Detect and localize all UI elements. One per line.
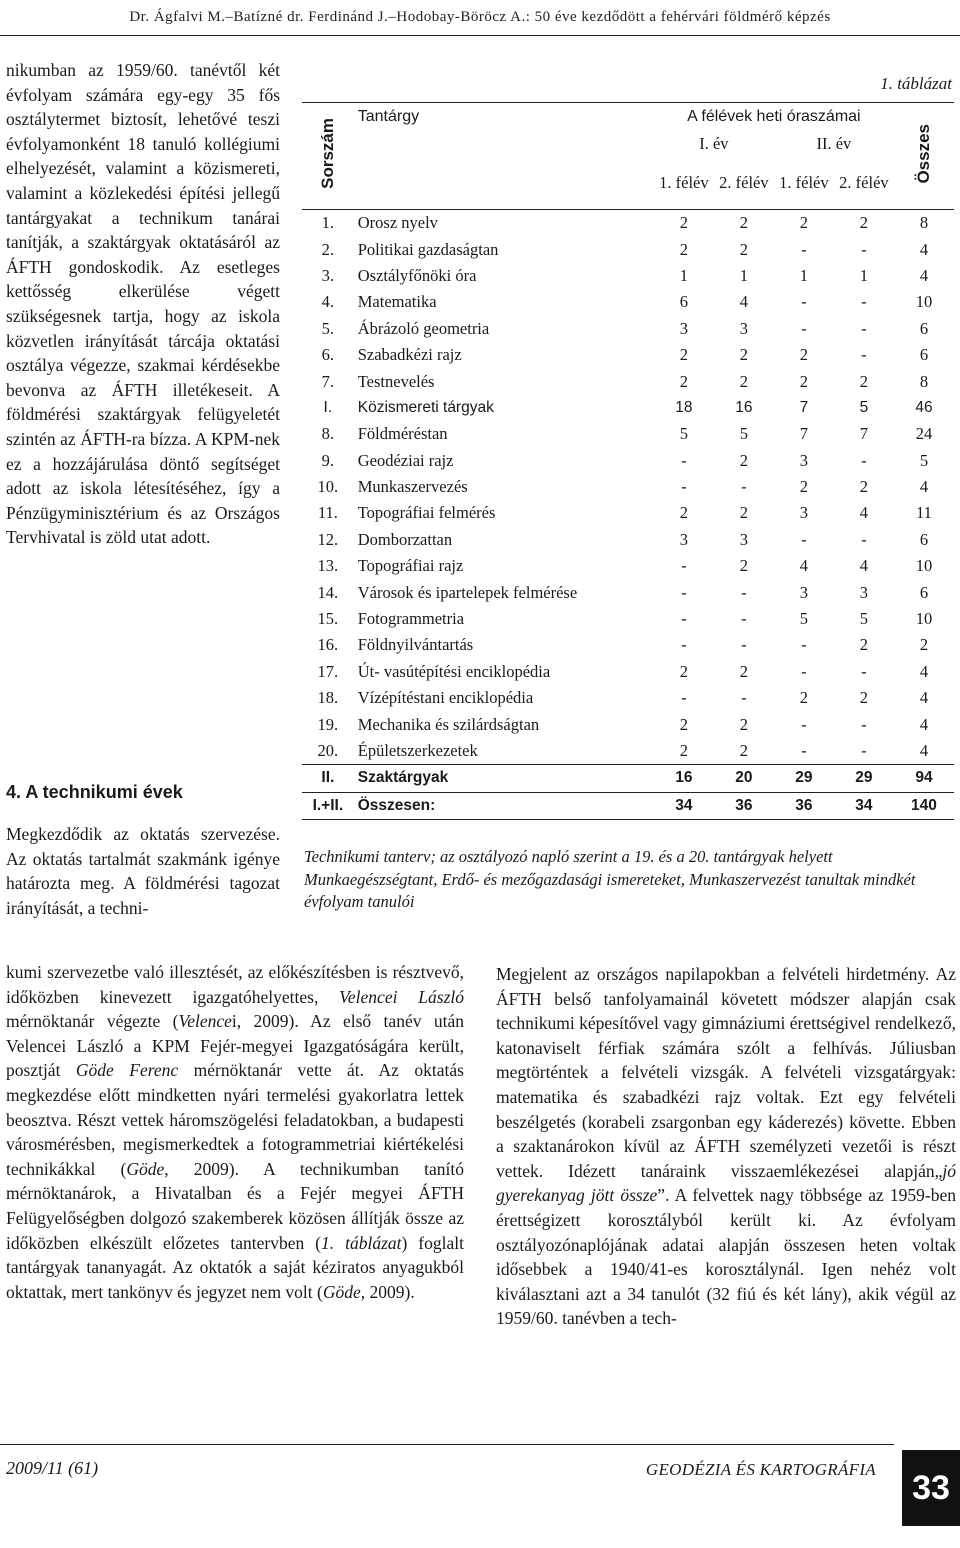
row-number: 7.: [321, 371, 335, 391]
semester-hours: 34: [855, 796, 873, 814]
footer-rule: [0, 1444, 894, 1445]
text-run: mérnöktanár végezte (: [6, 1011, 179, 1032]
semester-hours: -: [741, 609, 747, 629]
text-run: , 2009).: [360, 1281, 415, 1302]
text-run: mérnöktanár vette át. Az oktatás megkezdése előtt mindketten nyári termelési gyakorlatra lettek beosztva. Részt vettek háromszögelési feladatokban, a budapesti városmérésben, megismerkedtek a fotogrammetriai kiértékelési technikákkal (: [6, 1060, 464, 1179]
subject-name: Osztályfőnöki óra: [357, 265, 477, 285]
semester-hours: -: [741, 635, 747, 655]
semester-hours: 2: [739, 371, 748, 391]
table-reference: 1. táblázat: [321, 1232, 402, 1253]
text-run: ”. A felvettek nagy többsége az 1959-ben érettségizett korosztályból került ki. Az évfolyam osztályozónaplójának adatai alapján összesen heten voltak idősebbek a 1940/41-es korosztálynál. Igen nehéz volt kiválasztani azt a 34 tanulót (32 fiú és két lány), akik végül az 1959/60. tanévben a tech-: [496, 1185, 956, 1329]
semester-hours: 5: [739, 424, 748, 444]
semester-hours: -: [681, 556, 687, 576]
page-number: 33: [902, 1450, 960, 1526]
semester-hours: -: [681, 688, 687, 708]
text-run: Megjelent az országos napilapokban a felvételi hirdetmény. Az ÁFTH belső tanfolyamainál követett módszer alapján csak technikumi képesítővel vagy gimnáziumi érettségivel rendelkező, katonaviselt férfiak számára szólt a felhívás. Júliusban megtörténtek a felvételi vizsgák. A felvételi vizsgatárgyak: matematika és szabadkézi rajz voltak. Ezt egy felvételi beszélgetés (korabeli zsargonban egy káderezés) követte. Ebben a szaktanárokon kívül az ÁFTH személyzeti vezetői is részt vettek. Idézett tanáraink visszaemlékezései alapján„: [496, 964, 956, 1181]
table-row: [302, 316, 954, 342]
table-row: [302, 685, 954, 711]
table-caption: Technikumi tanterv; az osztályozó napló szerint a 19. és a 20. tantárgyak helyett Munkaegészségtant, Erdő- és mezőgazdasági ismereteket, Munkaszervezést tanultak mindkét évfolyam tanulói: [304, 847, 916, 911]
row-number: 9.: [321, 450, 335, 470]
semester-hours: -: [801, 714, 807, 734]
semester-hours: -: [741, 582, 747, 602]
row-number: 1.: [321, 213, 335, 233]
semester-hours: 2: [799, 688, 809, 708]
semester-hours: 36: [735, 796, 753, 814]
total-hours: 11: [916, 503, 932, 523]
semester-hours: 5: [859, 609, 869, 629]
semester-hours: 2: [679, 714, 688, 734]
table-row: [302, 579, 954, 605]
semester-hours: 3: [799, 503, 809, 523]
table-row: [302, 263, 954, 289]
semester-hours: -: [861, 450, 867, 470]
row-number: 10.: [317, 477, 339, 497]
running-header: Dr. Ágfalvi M.–Batízné dr. Ferdinánd J.–Hodobay-Böröcz A.: 50 éve kezdődött a fehérvári földmérő képzés: [129, 9, 831, 25]
semester-hours: 2: [799, 371, 809, 391]
curriculum-table: [302, 102, 954, 820]
subject-name: Városok és ipartelepek felmérése: [357, 582, 578, 602]
semester-hours: 29: [795, 769, 813, 787]
semester-hours: 2: [859, 213, 869, 233]
semester-hours: 1: [739, 265, 748, 285]
total-hours: 8: [919, 213, 929, 233]
ev1-header: I. év: [699, 133, 729, 153]
semester-hours: 5: [859, 398, 869, 416]
semester-hours: 5: [799, 609, 809, 629]
semester-hours: -: [801, 239, 807, 259]
text-run: ) foglalt tantárgyak tananyagát. Az oktatók a saját kéziratos anyagukból oktattak, mert tankönyv és jegyzet nem volt (: [6, 1232, 464, 1302]
osszes-header: Összes: [894, 103, 954, 210]
semester-hours: 1: [679, 265, 688, 285]
left-column-text: nikumban az 1959/60. tanévtől két évfolyam számára egy-egy 35 fős osztálytermet biztosít, lehetővé teszi évfolyamonként 18 tanuló kollégiumi elhelyezését, valamint a közismereti, valamint a közlekedési építési jellegű tantárgyakat a technikum tanárai tanítják, a szaktárgyak oktatásáról az ÁFTH gondoskodik. Az esetleges kettősség elkerülése végett szükségesnek tartja, hogy az iskola közvetlen irányítását tárcája oktatási osztálya végezze, szakmai kérdésekbe bevonva az ÁFTH illetékeseit. A földmérési szaktárgyak felügyeletét szintén az ÁFTH-ra bízza. A KPM-nek ez a hozzájárulása döntő segítséget adott az iskola létesítéséhez, így a Pénzügyminisztérium és az Országos Tervhivatal is zöld utat adott.: [6, 60, 280, 548]
semester-hours: -: [681, 582, 687, 602]
person-name: Göde Ferenc: [75, 1060, 179, 1081]
semester-hours: -: [801, 635, 807, 655]
semester-hours: 3: [739, 529, 748, 549]
table-row: [302, 368, 954, 394]
semester-hours: 3: [799, 450, 809, 470]
semester-hours: 20: [735, 769, 753, 787]
table-row: [302, 395, 954, 421]
subject-name: Politikai gazdaságtan: [357, 239, 499, 259]
subject-name: Matematika: [357, 292, 437, 312]
semester-hours: -: [861, 239, 867, 259]
row-number: 11.: [317, 503, 338, 523]
total-hours: 10: [915, 609, 933, 629]
person-name: Velencei László: [339, 986, 464, 1007]
semester-hours: 18: [675, 398, 693, 416]
total-hours: 140: [911, 796, 937, 814]
semester-hours: 2: [679, 371, 688, 391]
semester-hours: 2: [859, 371, 869, 391]
subject-name: Földméréstan: [357, 424, 448, 444]
total-hours: 6: [919, 582, 929, 602]
semester-hours: -: [801, 292, 807, 312]
subject-name: Épületszerkezetek: [357, 741, 478, 760]
table-label: 1. táblázat: [880, 74, 952, 93]
text-run: , 2009). A technikumban tanító mérnöktanárok, a Hivatalban és a Fejér megyei ÁFTH Felügyelőségben dolgozó szakemberek közösen állítják össze az időközben elkészült előzetes tantervben (: [6, 1158, 465, 1253]
subject-name: Szaktárgyak: [357, 769, 449, 787]
semester-hours: 2: [679, 345, 688, 365]
total-hours: 10: [915, 556, 933, 576]
semester-hours: -: [741, 688, 747, 708]
semester-hours: 4: [799, 556, 809, 576]
row-number: 6.: [321, 345, 335, 365]
semester-hours: -: [801, 529, 807, 549]
total-hours: 24: [915, 424, 933, 444]
row-number: 17.: [317, 661, 339, 681]
semester-hours: 2: [739, 556, 748, 576]
felev-header: 1. félév: [659, 173, 709, 193]
semester-hours: 3: [679, 529, 688, 549]
table-row: [302, 421, 954, 447]
quote: jó gyerekanyag jött össze: [496, 1160, 956, 1206]
table-row: [302, 500, 954, 526]
journal-name: GEODÉZIA ÉS KARTOGRÁFIA: [645, 1460, 876, 1479]
subject-name: Munkaszervezés: [357, 477, 468, 497]
semester-hours: -: [681, 635, 687, 655]
subject-name: Topográfiai rajz: [357, 556, 464, 576]
semester-hours: -: [861, 661, 867, 681]
total-hours: 2: [919, 635, 929, 655]
total-hours: 4: [919, 661, 929, 681]
subject-name: Közismereti tárgyak: [357, 398, 494, 416]
semester-hours: 3: [859, 582, 869, 602]
semester-hours: 2: [739, 503, 748, 523]
subject-name: Testnevelés: [357, 371, 435, 391]
bottom-left-text: [6, 960, 464, 1304]
total-hours: 10: [915, 292, 933, 312]
text-run: kumi szervezetbe való illesztését, az előkészítésben is résztvevő, időközben kinevezett igazgatóhelyettes,: [6, 962, 464, 1007]
semester-hours: -: [681, 609, 687, 629]
semester-hours: 2: [739, 661, 748, 681]
row-number: 14.: [317, 582, 339, 602]
issue-number: 2009/11 (61): [6, 1458, 99, 1478]
row-number: 4.: [321, 292, 335, 312]
total-hours: 4: [919, 239, 929, 259]
table-row: [302, 342, 954, 368]
semester-hours: 5: [679, 424, 688, 444]
row-number: 2.: [321, 239, 335, 259]
table-row: [302, 659, 954, 685]
felev-header: 2. félév: [839, 173, 889, 193]
semester-hours: 2: [799, 477, 809, 497]
table-row: [302, 792, 954, 819]
semester-hours: -: [801, 661, 807, 681]
semester-hours: -: [741, 477, 747, 497]
semester-hours: 4: [859, 556, 869, 576]
subject-name: Összesen:: [357, 796, 436, 814]
semester-hours: -: [861, 345, 867, 365]
row-number: II.: [321, 769, 335, 787]
semester-hours: 29: [855, 769, 873, 787]
subject-name: Földnyilvántartás: [357, 635, 474, 655]
semester-hours: 2: [739, 239, 748, 259]
semester-hours: -: [861, 714, 867, 734]
total-hours: 8: [919, 371, 929, 391]
semester-hours: 7: [859, 424, 869, 444]
total-hours: 6: [919, 529, 929, 549]
semester-hours: 2: [859, 477, 869, 497]
row-number: 8.: [321, 424, 335, 444]
table-row: [302, 474, 954, 500]
table-row: [302, 738, 954, 765]
table-row: [302, 711, 954, 737]
subject-name: Ábrázoló geometria: [357, 318, 490, 338]
semester-hours: 2: [739, 213, 748, 233]
row-number: 15.: [317, 609, 339, 629]
semester-hours: 16: [735, 398, 753, 416]
section-intro: Megkezdődik az oktatás szervezése. Az oktatás tartalmát szakmánk igénye határozta meg. A földmérési tagozat irányítását, a techni-: [6, 824, 280, 918]
oraszam-header: A félévek heti óraszámai: [687, 107, 861, 125]
row-number: 16.: [317, 635, 339, 655]
table-row: [302, 210, 954, 237]
semester-hours: 4: [739, 292, 748, 312]
total-hours: 4: [919, 741, 929, 760]
semester-hours: 16: [675, 769, 693, 787]
semester-hours: 2: [679, 239, 688, 259]
table-row: [302, 289, 954, 315]
row-number: I.: [323, 398, 333, 416]
text-run: i, 2009). Az első tanév után Velencei László a KPM Fejér-megyei Igazgatóságára került, posztját: [6, 1011, 464, 1081]
table-row: [302, 606, 954, 632]
total-hours: 6: [919, 318, 929, 338]
table-row: [302, 236, 954, 262]
semester-hours: 3: [679, 318, 688, 338]
semester-hours: -: [861, 318, 867, 338]
subject-name: Domborzattan: [357, 529, 453, 549]
total-hours: 4: [919, 477, 929, 497]
semester-hours: 1: [859, 265, 869, 285]
subject-name: Geodéziai rajz: [357, 450, 454, 470]
row-number: 13.: [317, 556, 339, 576]
row-number: 20.: [317, 741, 339, 760]
felev-header: 1. félév: [779, 173, 829, 193]
semester-hours: 2: [679, 741, 688, 760]
subject-name: Orosz nyelv: [357, 213, 438, 233]
row-number: 3.: [321, 265, 335, 285]
citation-name: Göde: [126, 1158, 165, 1179]
citation-name: Velence: [178, 1011, 232, 1032]
semester-hours: 1: [799, 265, 809, 285]
row-number: 5.: [321, 318, 335, 338]
semester-hours: 2: [859, 688, 869, 708]
subject-name: Fotogrammetria: [357, 609, 465, 629]
table-row: [302, 527, 954, 553]
semester-hours: 2: [679, 503, 688, 523]
table-row: [302, 765, 954, 792]
semester-hours: 2: [679, 213, 688, 233]
table-row: [302, 553, 954, 579]
citation-name: Göde: [322, 1281, 361, 1302]
semester-hours: 6: [679, 292, 688, 312]
semester-hours: 34: [675, 796, 693, 814]
semester-hours: 2: [679, 661, 688, 681]
table-row: [302, 448, 954, 474]
semester-hours: 2: [799, 345, 809, 365]
row-number: I.+II.: [312, 796, 344, 814]
total-hours: 4: [919, 688, 929, 708]
semester-hours: -: [861, 529, 867, 549]
semester-hours: 4: [859, 503, 869, 523]
semester-hours: 2: [739, 741, 748, 760]
felev-header: 2. félév: [719, 173, 769, 193]
semester-hours: 7: [799, 398, 809, 416]
semester-hours: 7: [799, 424, 809, 444]
row-number: 12.: [317, 529, 339, 549]
row-number: 19.: [317, 714, 339, 734]
right-column-text: [496, 962, 956, 1331]
semester-hours: 2: [739, 345, 748, 365]
semester-hours: 3: [799, 582, 809, 602]
row-number: 18.: [317, 688, 339, 708]
semester-hours: -: [861, 292, 867, 312]
total-hours: 4: [919, 265, 929, 285]
semester-hours: 2: [859, 635, 869, 655]
sorszam-header: Sorszám: [302, 103, 354, 210]
semester-hours: -: [681, 450, 687, 470]
subject-name: Vízépítéstani enciklopédia: [357, 688, 534, 708]
total-hours: 4: [919, 714, 929, 734]
subject-name: Topográfiai felmérés: [357, 503, 496, 523]
semester-hours: 2: [739, 714, 748, 734]
header-rule: [0, 35, 960, 36]
section-heading: 4. A technikumi évek: [6, 782, 183, 802]
total-hours: 5: [919, 450, 929, 470]
semester-hours: 2: [739, 450, 748, 470]
total-hours: 94: [915, 769, 933, 787]
subject-name: Út- vasútépítési enciklopédia: [357, 661, 551, 681]
tantargy-header: Tantárgy: [357, 107, 420, 125]
total-hours: 46: [915, 398, 933, 416]
semester-hours: -: [681, 477, 687, 497]
subject-name: Szabadkézi rajz: [357, 345, 462, 365]
table-row: [302, 632, 954, 658]
ev2-header: II. év: [816, 133, 852, 153]
semester-hours: 2: [799, 213, 809, 233]
subject-name: Mechanika és szilárdságtan: [357, 714, 540, 734]
total-hours: 6: [919, 345, 929, 365]
semester-hours: 3: [739, 318, 748, 338]
semester-hours: -: [801, 318, 807, 338]
semester-hours: -: [801, 741, 807, 760]
semester-hours: -: [861, 741, 867, 760]
semester-hours: 36: [795, 796, 813, 814]
